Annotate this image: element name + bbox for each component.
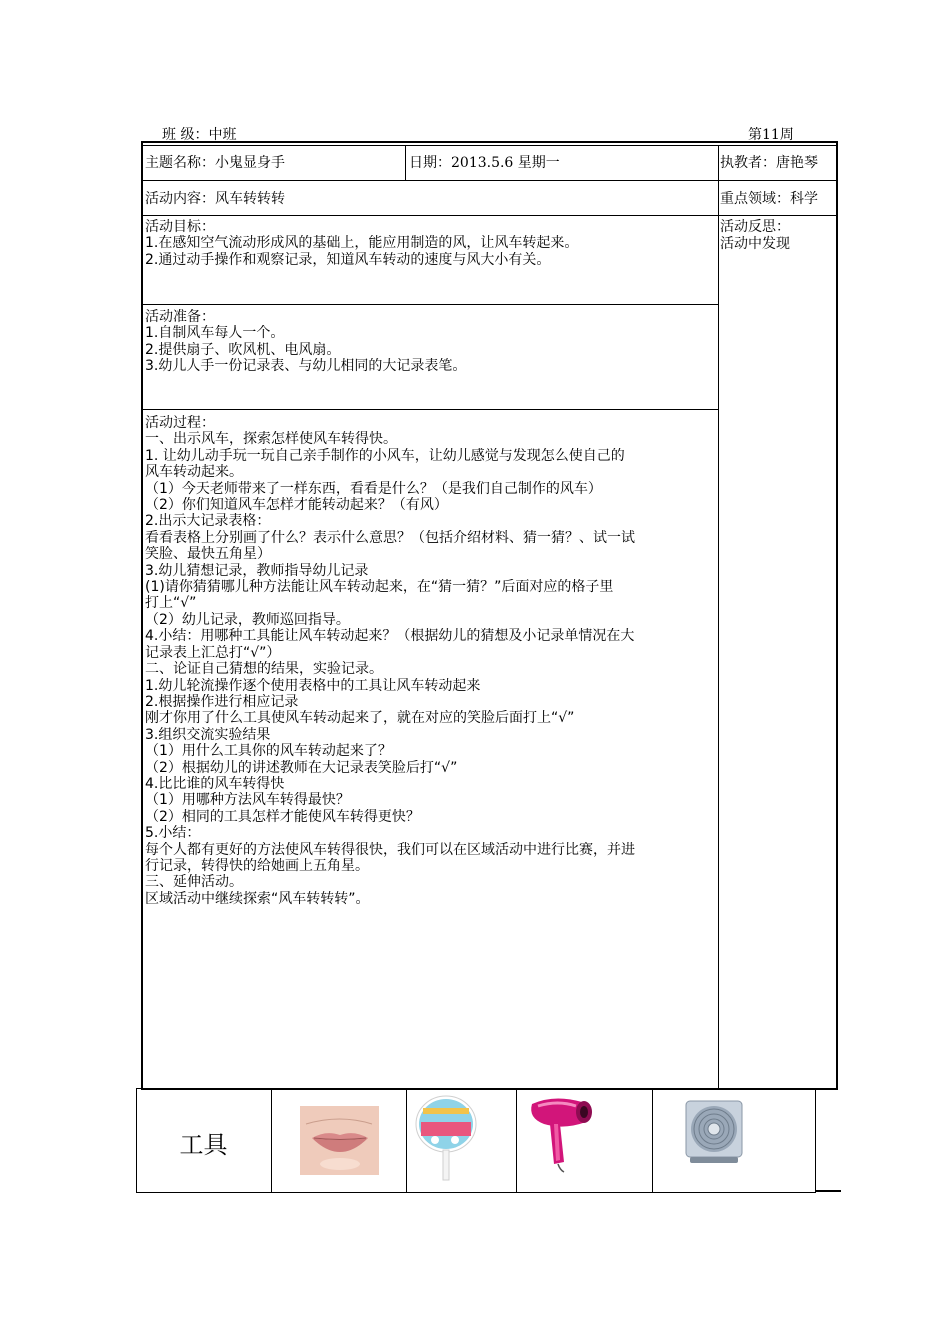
col-divider-date — [405, 145, 406, 181]
table-inner-top-line — [141, 145, 838, 146]
process-line: 3.组织交流实验结果 — [145, 726, 271, 743]
process-line: （2）幼儿记录，教师巡回指导。 — [145, 611, 350, 628]
tools-col-border-4 — [652, 1088, 653, 1193]
goals-section — [145, 219, 720, 268]
mouth-image — [300, 1106, 379, 1175]
process-line: 打上“√” — [145, 595, 197, 612]
hair-dryer-image — [524, 1094, 596, 1174]
process-line: 一、出示风车，探索怎样使风车转得快。 — [145, 431, 397, 448]
process-line: 三、延伸活动。 — [145, 874, 243, 891]
prep-line: 3.幼儿人手一份记录表、与幼儿相同的大记录表笔。 — [145, 358, 467, 375]
date-cell: 日期：2013.5.6 星期一 — [409, 155, 560, 171]
theme-cell: 主题名称：小鬼显身手 — [145, 155, 285, 171]
class-label: 班 级：中班 — [162, 127, 237, 143]
tools-bottom-border — [136, 1192, 816, 1193]
process-line: (1)请你猜猜哪儿种方法能让风车转动起来，在“猜一猜？”后面对应的格子里 — [145, 579, 614, 596]
tools-bottom-border-tail — [816, 1190, 841, 1192]
process-line: （1）今天老师带来了一样东西，看看是什么？（是我们自己制作的风车） — [145, 480, 602, 497]
prep-section — [145, 309, 720, 375]
prep-line: 2.提供扇子、吹风机、电风扇。 — [145, 341, 341, 358]
domain-cell: 重点领域：科学 — [720, 191, 818, 207]
process-line: （2）相同的工具怎样才能使风车转得更快？ — [145, 808, 420, 825]
content-cell: 活动内容：风车转转转 — [145, 191, 285, 207]
process-line: 区域活动中继续探索“风车转转转”。 — [145, 890, 370, 907]
row-divider-1 — [141, 180, 838, 181]
reflection-title: 活动反思： — [720, 219, 790, 235]
reflection-text: 活动中发现 — [720, 236, 790, 252]
process-line: 记录表上汇总打“√”） — [145, 644, 281, 661]
process-line: （2）你们知道风车怎样才能转动起来？（有风） — [145, 497, 448, 514]
teacher-cell: 执教者：唐艳琴 — [720, 155, 818, 171]
process-line: 2.出示大记录表格： — [145, 513, 271, 530]
tools-col-border-5 — [815, 1088, 816, 1193]
process-line: 行记录，转得快的给她画上五角星。 — [145, 857, 369, 874]
process-section — [145, 415, 720, 907]
process-line: 每个人都有更好的方法使风车转得很快，我们可以在区域活动中进行比赛，并进 — [145, 841, 635, 858]
row-divider-3 — [141, 304, 719, 305]
process-line: 笑脸、最快五角星） — [145, 546, 271, 563]
process-line: （2）根据幼儿的讲述教师在大记录表笑脸后打“√” — [145, 759, 458, 776]
prep-line: 1.自制风车每人一个。 — [145, 325, 285, 342]
process-line: 1. 让幼儿动手玩一玩自己亲手制作的小风车，让幼儿感觉与发现怎么使自己的 — [145, 447, 625, 464]
row-divider-2 — [141, 215, 838, 216]
process-line: （1）用哪种方法风车转得最快？ — [145, 792, 350, 809]
week-label: 第11周 — [748, 127, 794, 143]
goals-line: 1.在感知空气流动形成风的基础上，能应用制造的风，让风车转起来。 — [145, 235, 579, 252]
tools-col-border-1 — [271, 1088, 272, 1193]
process-line: 风车转动起来。 — [145, 464, 243, 481]
process-line: 3.幼儿猜想记录，教师指导幼儿记录 — [145, 562, 369, 579]
process-line: 二、论证自己猜想的结果，实验记录。 — [145, 661, 383, 678]
goals-line: 活动目标： — [145, 219, 215, 235]
tools-top-border — [136, 1088, 836, 1089]
electric-fan-image — [684, 1099, 744, 1165]
process-line: 看看表格上分别画了什么？表示什么意思？（包括介绍材料、猜一猜？、试一试 — [145, 529, 635, 546]
process-line: 4.比比谁的风车转得快 — [145, 775, 285, 792]
process-line: 活动过程： — [145, 415, 215, 431]
process-line: 1.幼儿轮流操作逐个使用表格中的工具让风车转动起来 — [145, 677, 481, 694]
goals-line: 2.通过动手操作和观察记录，知道风车转动的速度与风大小有关。 — [145, 251, 551, 268]
process-line: 2.根据操作进行相应记录 — [145, 693, 299, 710]
tools-col-border-2 — [406, 1088, 407, 1193]
process-line: （1）用什么工具你的风车转动起来了？ — [145, 743, 392, 760]
row-divider-4 — [141, 409, 719, 410]
prep-line: 活动准备： — [145, 309, 215, 325]
process-line: 4.小结：用哪种工具能让风车转动起来？（根据幼儿的猜想及小记录单情况在大 — [145, 628, 635, 645]
tools-label: 工具 — [179, 1130, 228, 1159]
tools-col-border-3 — [516, 1088, 517, 1193]
process-line: 刚才你用了什么工具使风车转动起来了，就在对应的笑脸后面打上“√” — [145, 710, 575, 727]
hand-fan-image — [413, 1094, 479, 1184]
process-line: 5.小结： — [145, 825, 201, 842]
